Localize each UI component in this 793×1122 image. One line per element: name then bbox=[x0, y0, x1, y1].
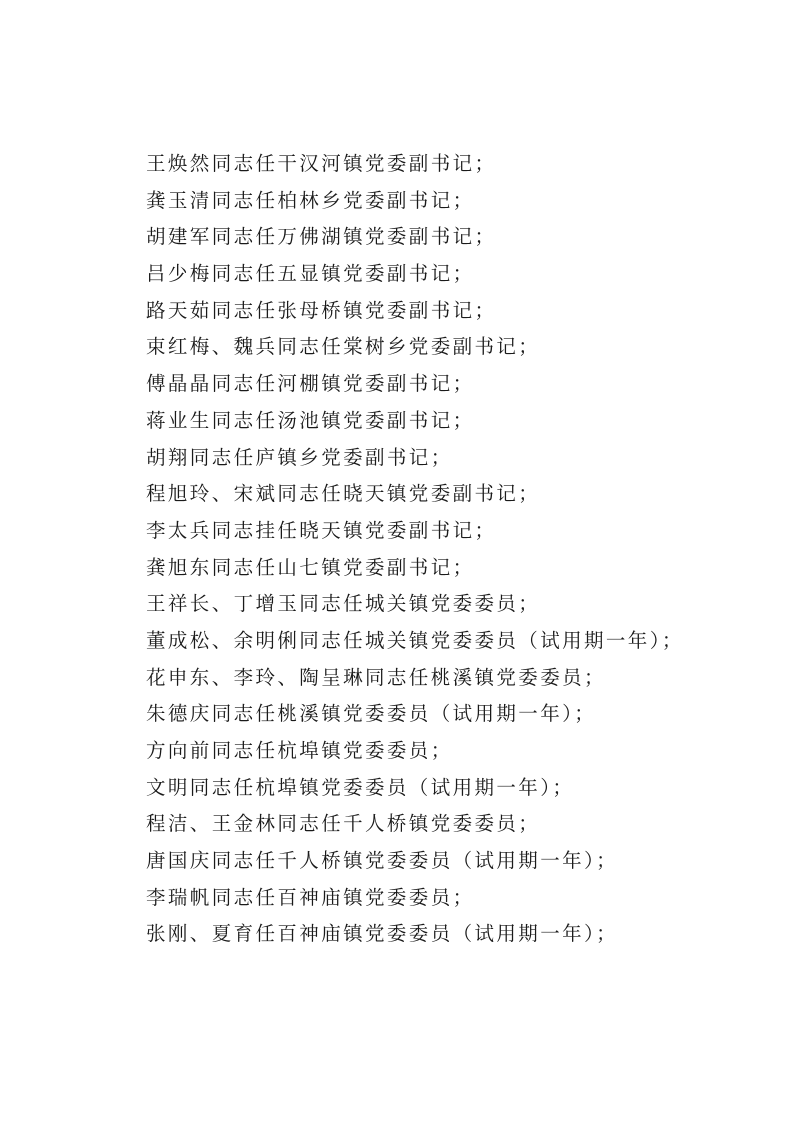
appointment-line: 程洁、王金林同志任千人桥镇党委委员； bbox=[146, 812, 541, 836]
appointment-line: 王焕然同志任干汉河镇党委副书记； bbox=[146, 152, 497, 175]
appointment-line: 胡翔同志任庐镇乡党委副书记； bbox=[146, 445, 453, 469]
appointment-line: 吕少梅同志任五显镇党委副书记； bbox=[146, 262, 475, 286]
appointment-line: 束红梅、魏兵同志任棠树乡党委副书记； bbox=[146, 335, 541, 359]
appointment-line: 张刚、夏育任百神庙镇党委委员（试用期一年）； bbox=[146, 922, 619, 946]
appointment-line: 龚玉清同志任柏林乡党委副书记； bbox=[146, 188, 475, 212]
appointment-line: 李瑞帆同志任百神庙镇党委委员； bbox=[146, 885, 475, 909]
appointment-line: 蒋业生同志任汤池镇党委副书记； bbox=[146, 408, 475, 432]
appointment-line: 董成松、余明俐同志任城关镇党委委员（试用期一年）； bbox=[146, 628, 684, 652]
appointment-line: 程旭玲、宋斌同志任晓天镇党委副书记； bbox=[146, 482, 541, 506]
appointment-line: 花申东、李玲、陶呈琳同志任桃溪镇党委委员； bbox=[146, 665, 606, 689]
appointment-line: 方向前同志任杭埠镇党委委员； bbox=[146, 739, 453, 762]
appointment-line: 李太兵同志挂任晓天镇党委副书记； bbox=[146, 518, 497, 542]
appointment-line: 王祥长、丁增玉同志任城关镇党委委员； bbox=[146, 592, 541, 616]
appointment-line: 路天茹同志任张母桥镇党委副书记； bbox=[146, 298, 497, 322]
appointment-line: 文明同志任杭埠镇党委委员（试用期一年）； bbox=[146, 775, 575, 799]
appointment-line: 唐国庆同志任千人桥镇党委委员（试用期一年）； bbox=[146, 849, 619, 873]
appointment-list bbox=[146, 146, 766, 953]
appointment-line: 朱德庆同志任桃溪镇党委委员（试用期一年）； bbox=[146, 702, 597, 726]
appointment-line: 龚旭东同志任山七镇党委副书记； bbox=[146, 555, 475, 579]
appointment-line: 傅晶晶同志任河棚镇党委副书记； bbox=[146, 372, 475, 396]
appointment-line: 胡建军同志任万佛湖镇党委副书记； bbox=[146, 225, 497, 249]
